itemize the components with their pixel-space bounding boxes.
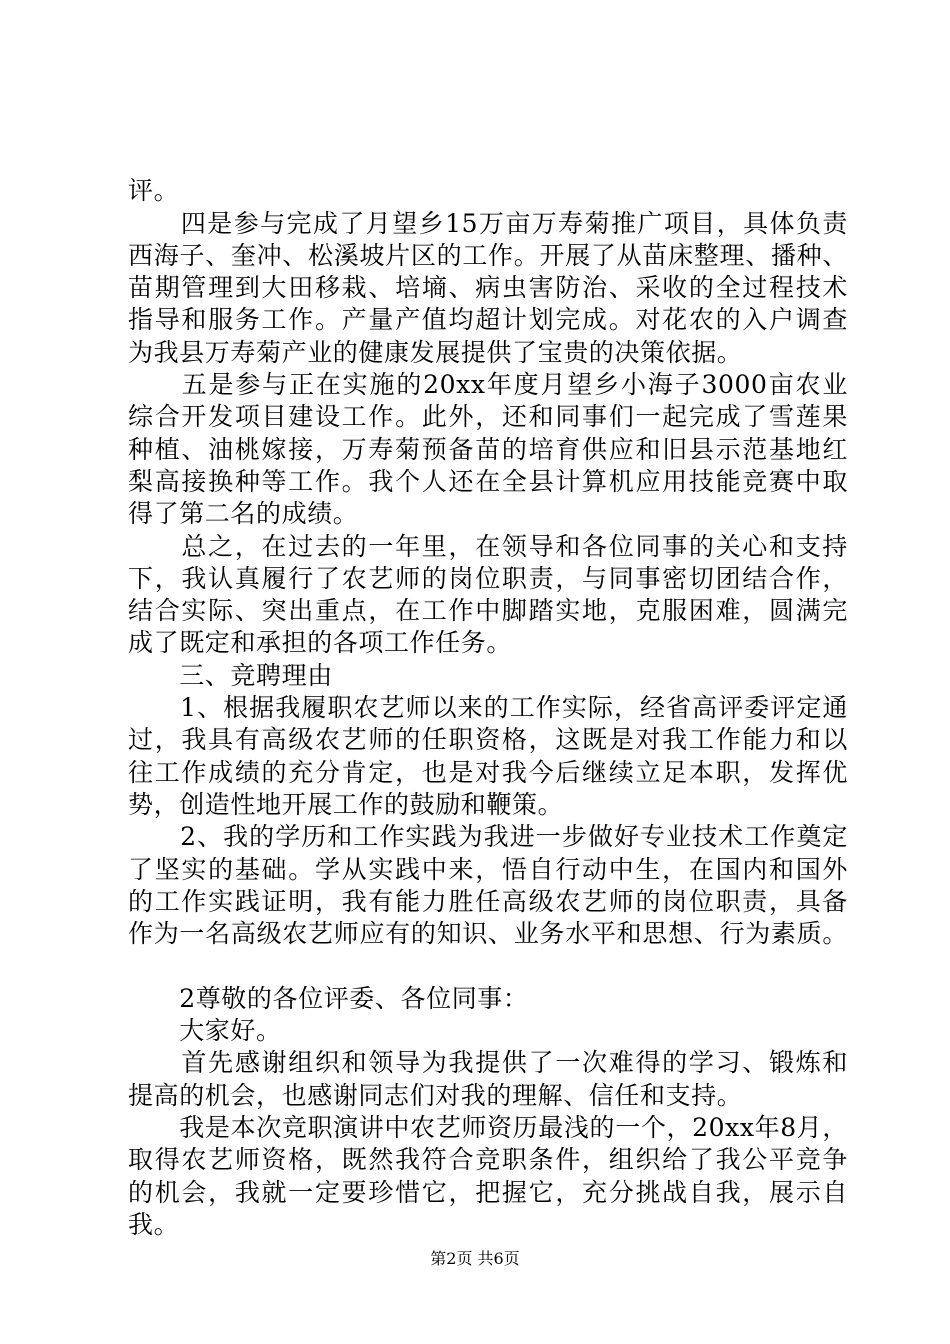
text-line: 首先感谢组织和领导为我提供了一次难得的学习、锻炼和 [128,1048,848,1077]
text-line: 势，创造性地开展工作的鼓励和鞭策。 [128,790,564,819]
text-line: 得了第二名的成绩。 [128,499,359,528]
text-line: 取得农艺师资格，既然我符合竞职条件，组织给了我公平竞争 [128,1145,848,1174]
text-line: 1、根据我履职农艺师以来的工作实际，经省高评委评定通 [128,693,848,722]
text-line: 综合开发项目建设工作。此外，还和同事们一起完成了雪莲果 [128,402,848,431]
text-line: 的工作实践证明，我有能力胜任高级农艺师的岗位职责，具备 [128,887,848,916]
text-line: 梨高接换种等工作。我个人还在全县计算机应用技能竞赛中取 [128,467,848,496]
greeting: 大家好。 [128,1016,282,1045]
text-line: 苗期管理到大田移栽、培墒、病虫害防治、采收的全过程技术 [128,273,848,302]
text-line: 过，我具有高级农艺师的任职资格，这既是对我工作能力和以 [128,725,848,754]
text-line: 我。 [128,1210,180,1239]
text-line: 往工作成绩的充分肯定，也是对我今后继续立足本职，发挥优 [128,758,848,787]
section-heading: 三、竞聘理由 [128,661,333,690]
text-line: 为我县万寿菊产业的健康发展提供了宝贵的决策依据。 [128,338,743,367]
text-line: 了坚实的基础。学从实践中来，悟自行动中生，在国内和国外 [128,855,848,884]
text-line: 结合实际、突出重点，在工作中脚踏实地，克服困难，圆满完 [128,596,848,625]
page-number-footer: 第2页 共6页 [430,1249,520,1268]
text-line: 西海子、奎冲、松溪坡片区的工作。开展了从苗床整理、播种、 [128,241,848,270]
text-line: 成了既定和承担的各项工作任务。 [128,628,513,657]
text-line: 指导和服务工作。产量产值均超计划完成。对花农的入户调查 [128,305,848,334]
text-line: 的机会，我就一定要珍惜它，把握它，充分挑战自我，展示自 [128,1178,848,1207]
text-line: 提高的机会，也感谢同志们对我的理解、信任和支持。 [128,1081,743,1110]
text-line: 五是参与正在实施的20xx年度月望乡小海子3000亩农业 [128,370,848,399]
text-line: 下，我认真履行了农艺师的岗位职责，与同事密切团结合作， [128,564,848,593]
text-line: 2、我的学历和工作实践为我进一步做好专业技术工作奠定 [128,822,848,851]
text-line: 评。 [128,176,180,205]
salutation: 2尊敬的各位评委、各位同事： [128,984,529,1013]
text-line: 四是参与完成了月望乡15万亩万寿菊推广项目，具体负责 [128,209,848,238]
text-line: 总之，在过去的一年里，在领导和各位同事的关心和支持 [128,532,848,561]
text-line: 我是本次竞职演讲中农艺师资历最浅的一个，20xx年8月， [128,1113,848,1142]
text-line: 作为一名高级农艺师应有的知识、业务水平和思想、行为素质。 [128,919,848,948]
text-line: 种植、油桃嫁接，万寿菊预备苗的培育供应和旧县示范基地红 [128,435,848,464]
